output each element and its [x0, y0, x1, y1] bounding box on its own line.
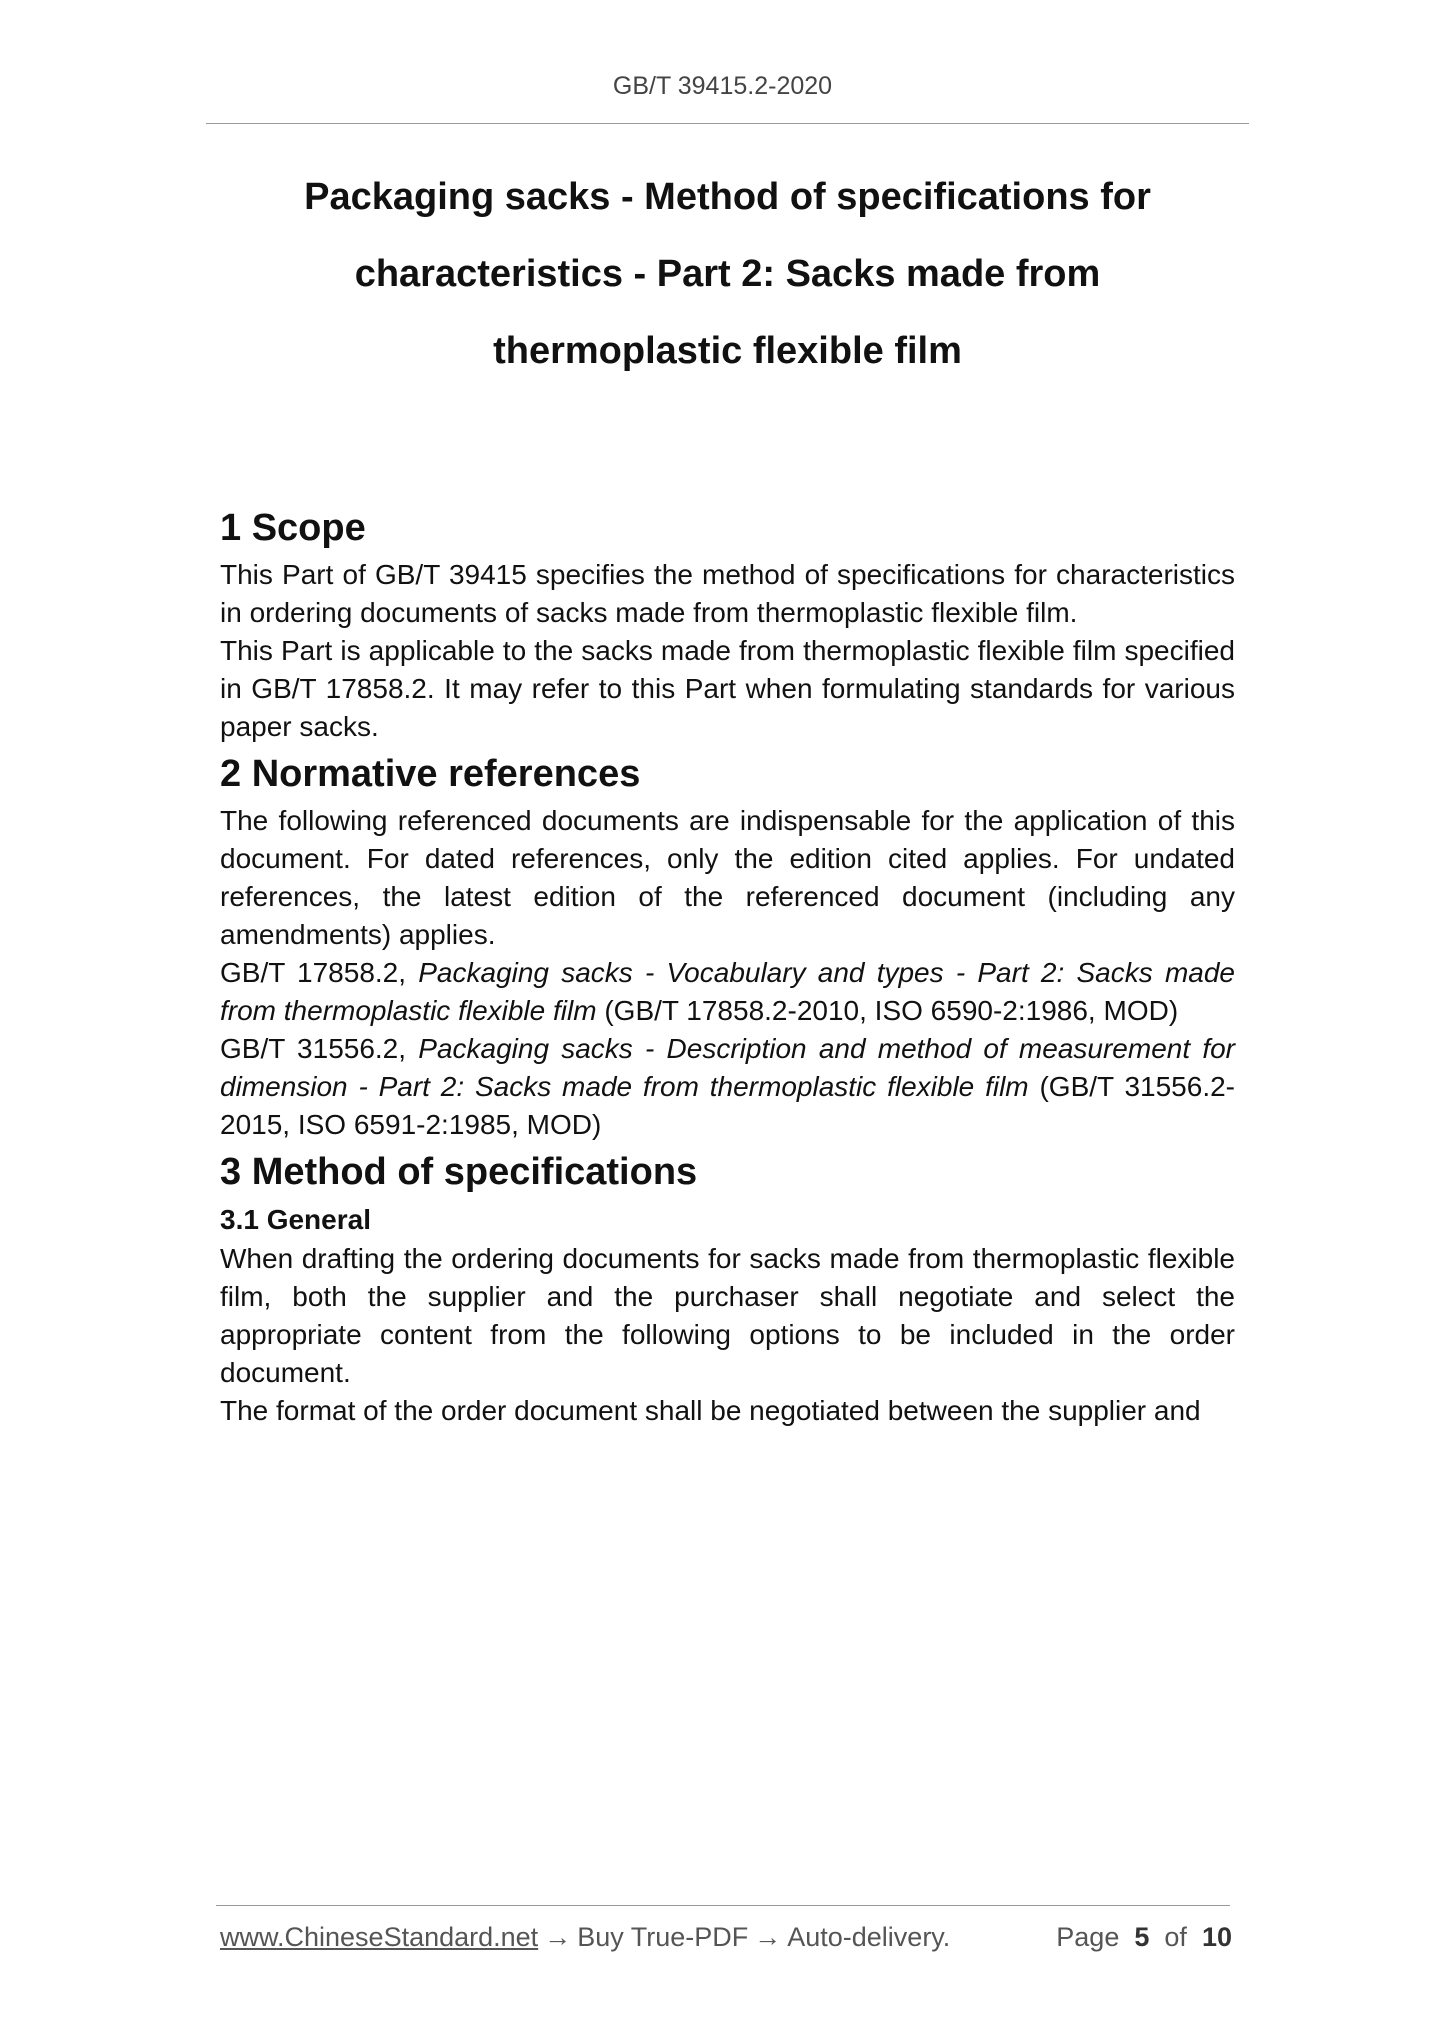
reference-item	[220, 1030, 1235, 1144]
page-current: 5	[1134, 1922, 1150, 1952]
page-label: Page	[1056, 1922, 1120, 1952]
general-paragraph-2: The format of the order document shall be negotiated between the supplier and	[220, 1395, 1201, 1426]
header-divider	[206, 123, 1249, 124]
subsection-heading-general: 3.1 General	[220, 1204, 371, 1235]
reference-suffix: (GB/T 31556.2-2015, ISO 6591-2:1985, MOD)	[220, 1071, 1235, 1140]
arrow-right-icon: →	[754, 1922, 782, 1952]
reference-code: GB/T 17858.2,	[220, 957, 419, 988]
reference-item	[220, 954, 1235, 1030]
website-link[interactable]: www.ChineseStandard.net	[220, 1922, 539, 1952]
section-heading-method: 3 Method of specifications	[220, 1151, 698, 1193]
reference-code: GB/T 31556.2,	[220, 1033, 419, 1064]
title-line-2: characteristics - Part 2: Sacks made from	[354, 253, 1101, 295]
arrow-right-icon: →	[544, 1922, 572, 1952]
section-heading-normative-references: 2 Normative references	[220, 753, 641, 795]
section-heading-scope: 1 Scope	[220, 507, 366, 549]
normative-intro-paragraph: The following referenced documents are indispensable for the application of this document. For dated references, only the edition cited applies. For undated references, the latest edition of the referenced document (including any amendments) applies.	[220, 805, 1235, 950]
reference-title: Packaging sacks - Description and method of measurement for dimension - Part 2: Sacks made from thermoplastic flexible film	[220, 1033, 1236, 1102]
page-number	[1056, 1922, 1232, 1953]
reference-suffix: (GB/T 17858.2-2010, ISO 6590-2:1986, MOD)	[596, 995, 1179, 1026]
title-line-1: Packaging sacks - Method of specifications for	[304, 176, 1151, 218]
scope-paragraph-2: This Part is applicable to the sacks made from thermoplastic flexible film specified in GB/T 17858.2. It may refer to this Part when formulating standards for various paper sacks.	[220, 635, 1235, 742]
general-paragraph-1: When drafting the ordering documents for sacks made from thermoplastic flexible film, both the supplier and the purchaser shall negotiate and select the appropriate content from the following options to be included in the order document.	[220, 1243, 1235, 1388]
page-total: 10	[1201, 1922, 1232, 1952]
footer-delivery-text: Auto-delivery.	[787, 1922, 951, 1952]
document-title	[206, 159, 1249, 390]
footer-divider	[216, 1905, 1230, 1906]
footer-promo	[220, 1922, 950, 1953]
page-footer	[220, 1922, 1232, 1962]
footer-buy-text: Buy True-PDF	[577, 1922, 749, 1952]
reference-title: Packaging sacks - Vocabulary and types - Part 2: Sacks made from thermoplastic flexible film	[220, 957, 1235, 1026]
title-line-3: thermoplastic flexible film	[493, 330, 962, 372]
page-content	[220, 500, 1235, 1430]
running-header: GB/T 39415.2-2020	[612, 72, 833, 100]
of-label: of	[1164, 1922, 1187, 1952]
scope-paragraph-1: This Part of GB/T 39415 specifies the method of specifications for characteristics in ordering documents of sacks made from thermoplastic flexible film.	[220, 559, 1235, 628]
